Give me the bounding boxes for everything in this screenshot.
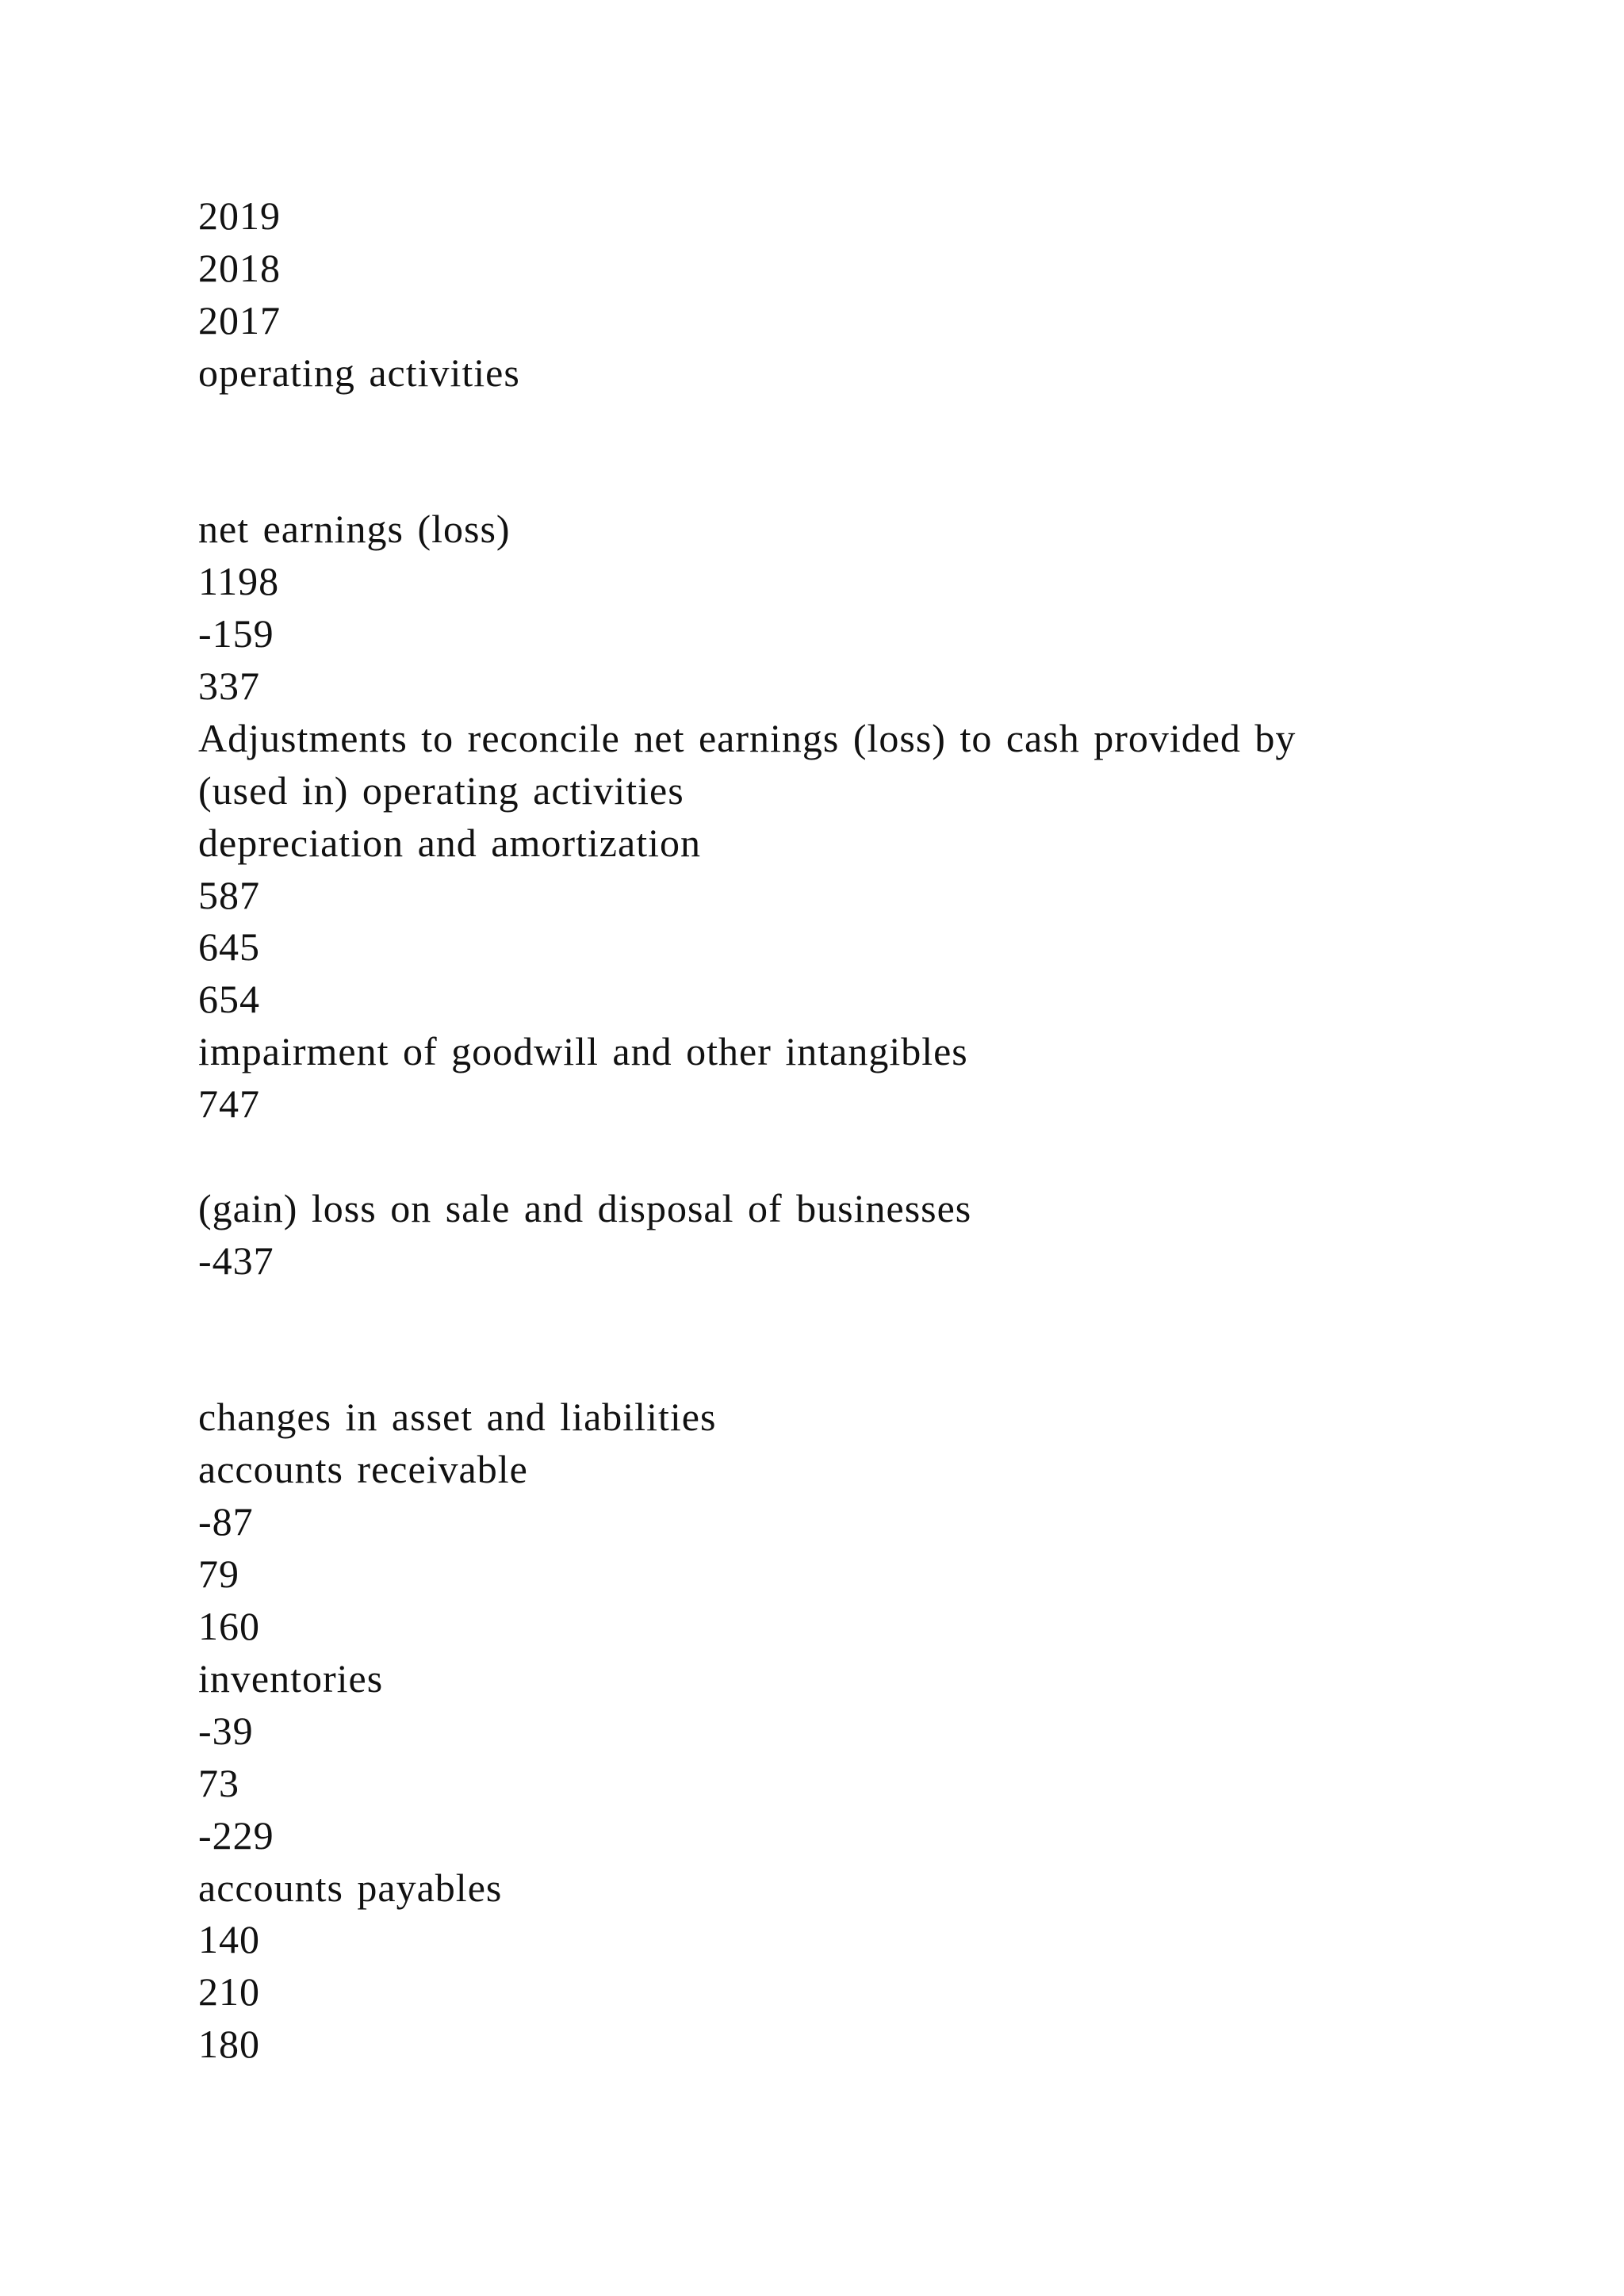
text-line: 210 (198, 1969, 260, 2015)
text-line: 2019 (198, 193, 281, 238)
text-line: Adjustments to reconcile net earnings (loss) to cash provided by (198, 715, 1297, 760)
text-line: net earnings (loss) (198, 507, 511, 552)
text-line: 180 (198, 2022, 260, 2067)
text-line: inventories (198, 1655, 384, 1701)
text-line: -437 (198, 1238, 274, 1283)
blank-line (198, 1288, 1499, 1340)
blank-line (198, 1131, 1499, 1183)
text-line: impairment of goodwill and other intangibles (198, 1029, 968, 1074)
text-line: 160 (198, 1604, 260, 1649)
text-line: 337 (198, 664, 260, 709)
blank-line (198, 400, 1499, 452)
text-line: -39 (198, 1708, 254, 1753)
text-line: 747 (198, 1081, 260, 1127)
text-line: -159 (198, 611, 274, 656)
text-line: depreciation and amortization (198, 820, 701, 865)
text-line: accounts receivable (198, 1447, 528, 1492)
text-line: 654 (198, 977, 260, 1022)
text-line: -229 (198, 1812, 274, 1858)
text-line: (gain) loss on sale and disposal of businesses (198, 1185, 972, 1230)
text-line: 73 (198, 1760, 239, 1805)
text-line: accounts payables (198, 1865, 503, 1910)
text-line: 1198 (198, 559, 280, 604)
blank-line (198, 1340, 1499, 1392)
text-line: -87 (198, 1499, 254, 1544)
text-line: 79 (198, 1552, 239, 1597)
text-line: 140 (198, 1917, 260, 1962)
text-line: operating activities (198, 350, 520, 395)
text-line: (used in) operating activities (198, 767, 684, 813)
text-line: 2017 (198, 297, 281, 342)
text-line: 645 (198, 924, 260, 970)
text-line: 2018 (198, 245, 281, 290)
text-line: changes in asset and liabilities (198, 1395, 717, 1440)
text-line: 587 (198, 872, 260, 917)
document-text (198, 190, 1499, 2071)
blank-line (198, 451, 1499, 503)
